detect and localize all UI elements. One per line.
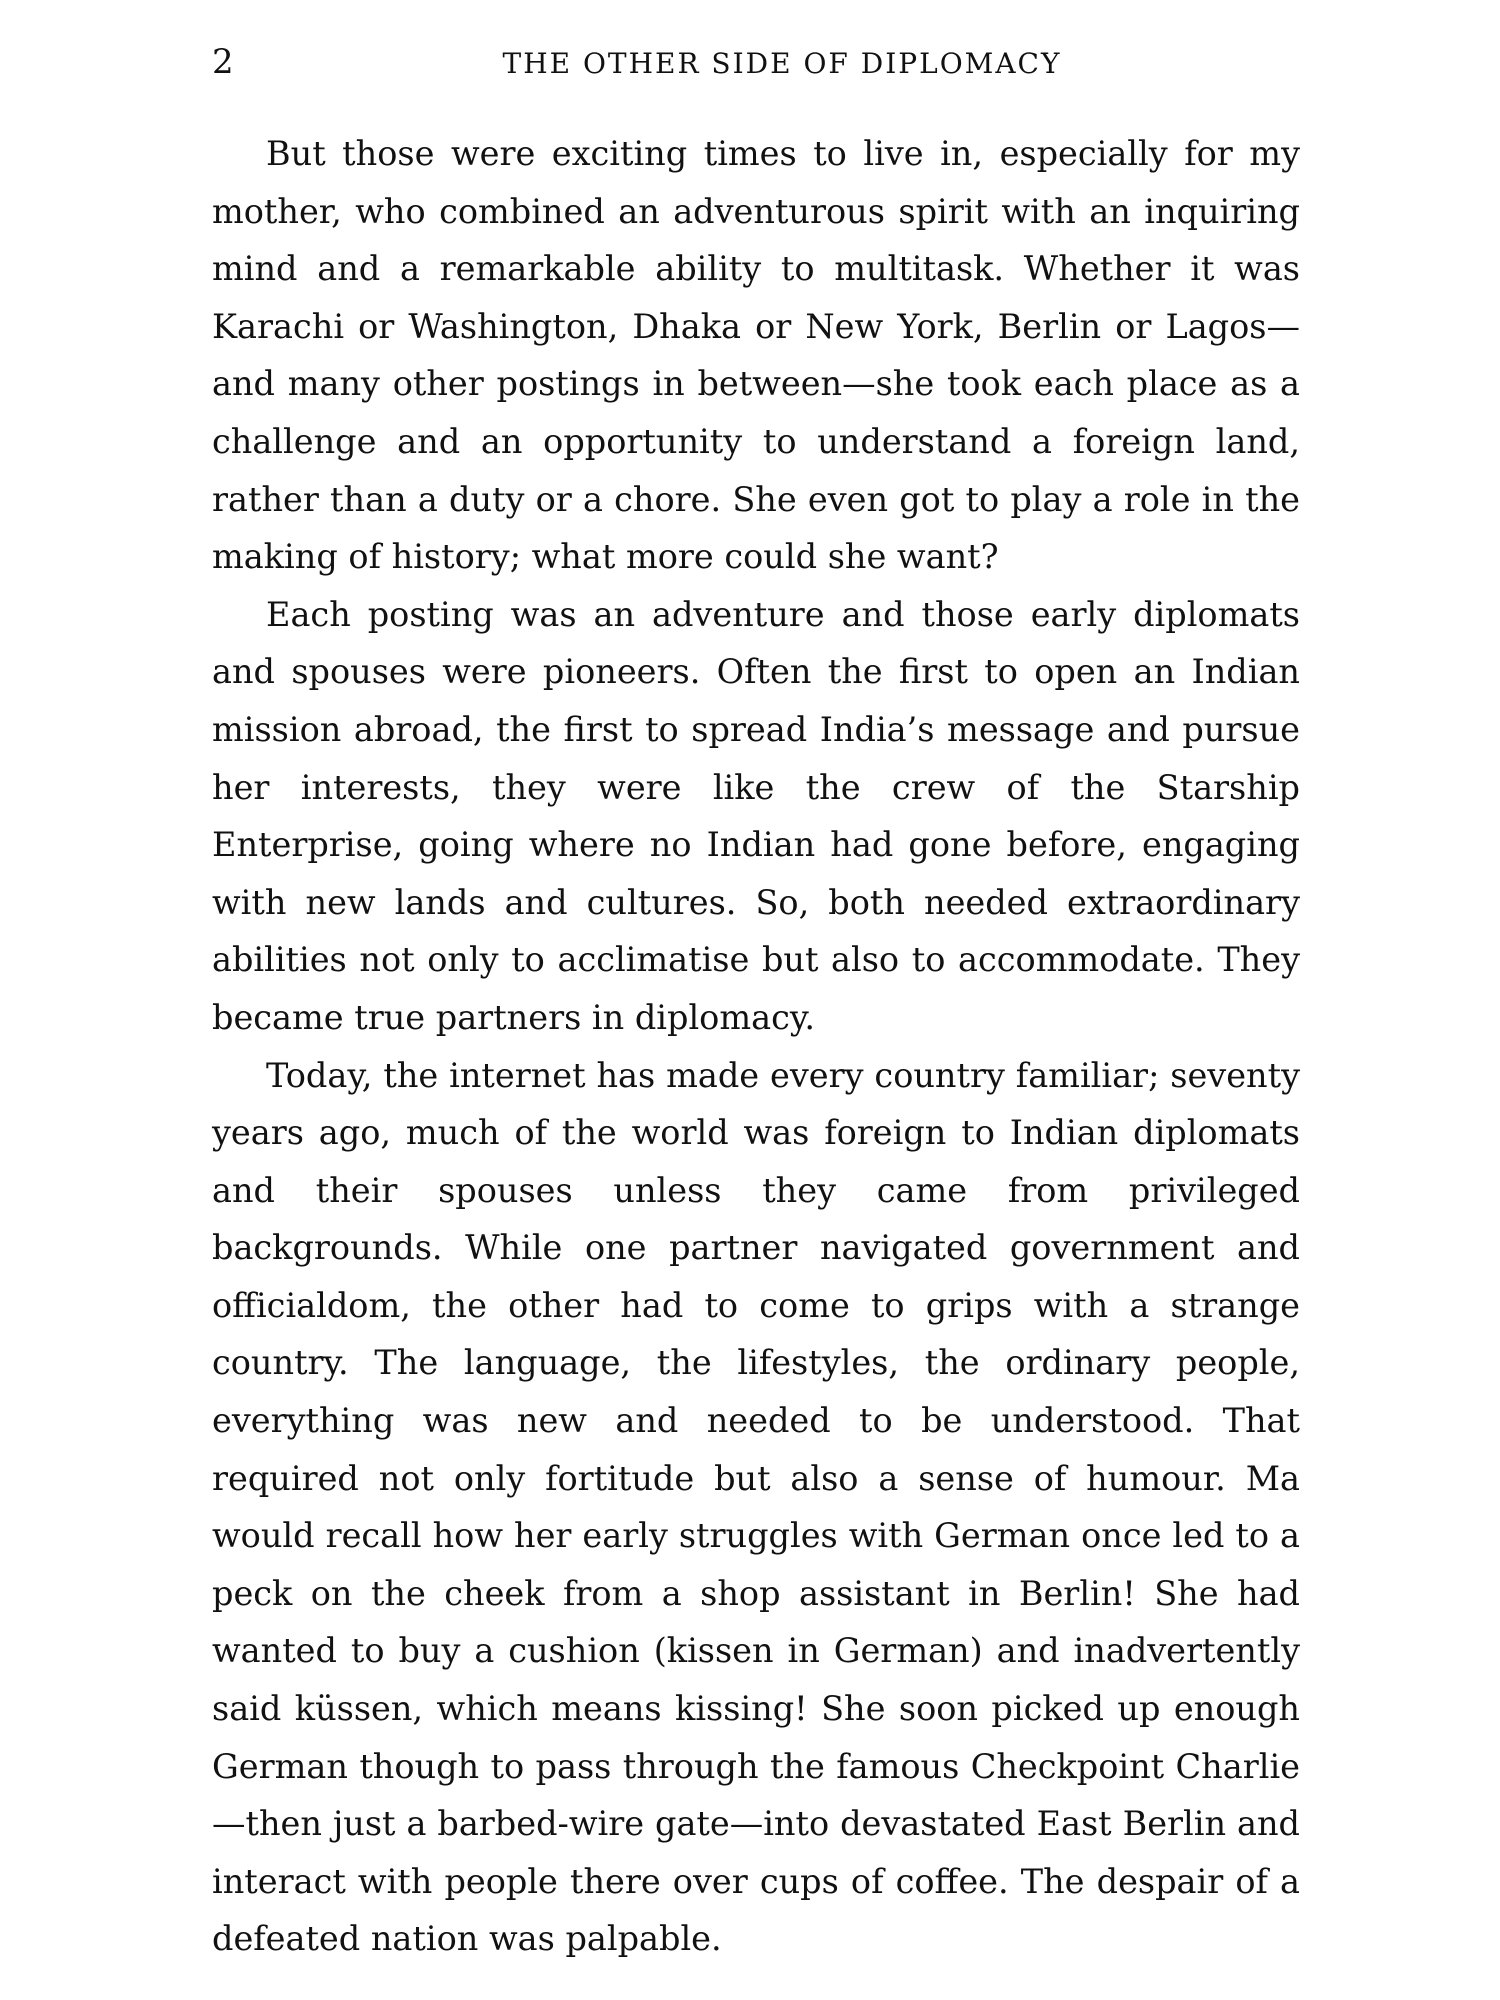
paragraph-3: Today, the internet has made every country familiar; seventy years ago, much of the world was foreign to Indian diplomats and their spouses unless they came from privileged backgrounds. While one partner navigated government and officialdom, the other had to come to grips with a strange country. The language, the lifestyles, the ordinary people, everything was new and needed to be understood. That required not only fortitude but also a sense of humour. Ma would recall how her early struggles with German once led to a peck on the cheek from a shop assistant in Berlin! She had wanted to buy a cushion (kissen in German) and inadvertently said küssen, which means kissing! She soon picked up enough German though to pass through the famous Checkpoint Charlie—then just a barbed-wire gate—into devastated East Berlin and interact with people there over cups of coffee. The despair of a defeated nation was palpable.	[212, 1055, 1300, 1959]
running-title: THE OTHER SIDE OF DIPLOMACY	[502, 47, 1062, 80]
running-head	[212, 40, 1292, 84]
page-number: 2	[212, 42, 234, 82]
body-text	[212, 125, 1300, 1968]
paragraph-2: Each posting was an adventure and those early diplomats and spouses were pioneers. Often the first to open an Indian mission abroad, the first to spread India’s message and pursue her interests, they were like the crew of the Starship Enterprise, going where no Indian had gone before, engaging with new lands and cultures. So, both needed extraordinary abilities not only to acclimatise but also to accommodate. They became true partners in diplomacy.	[212, 594, 1300, 1037]
paragraph-1: But those were exciting times to live in, especially for my mother, who combined an adventurous spirit with an inquiring mind and a remarkable ability to multitask. Whether it was Karachi or Washington, Dhaka or New York, Berlin or Lagos—and many other postings in between—she took each place as a challenge and an opportunity to understand a foreign land, rather than a duty or a chore. She even got to play a role in the making of history; what more could she want?	[212, 134, 1300, 577]
